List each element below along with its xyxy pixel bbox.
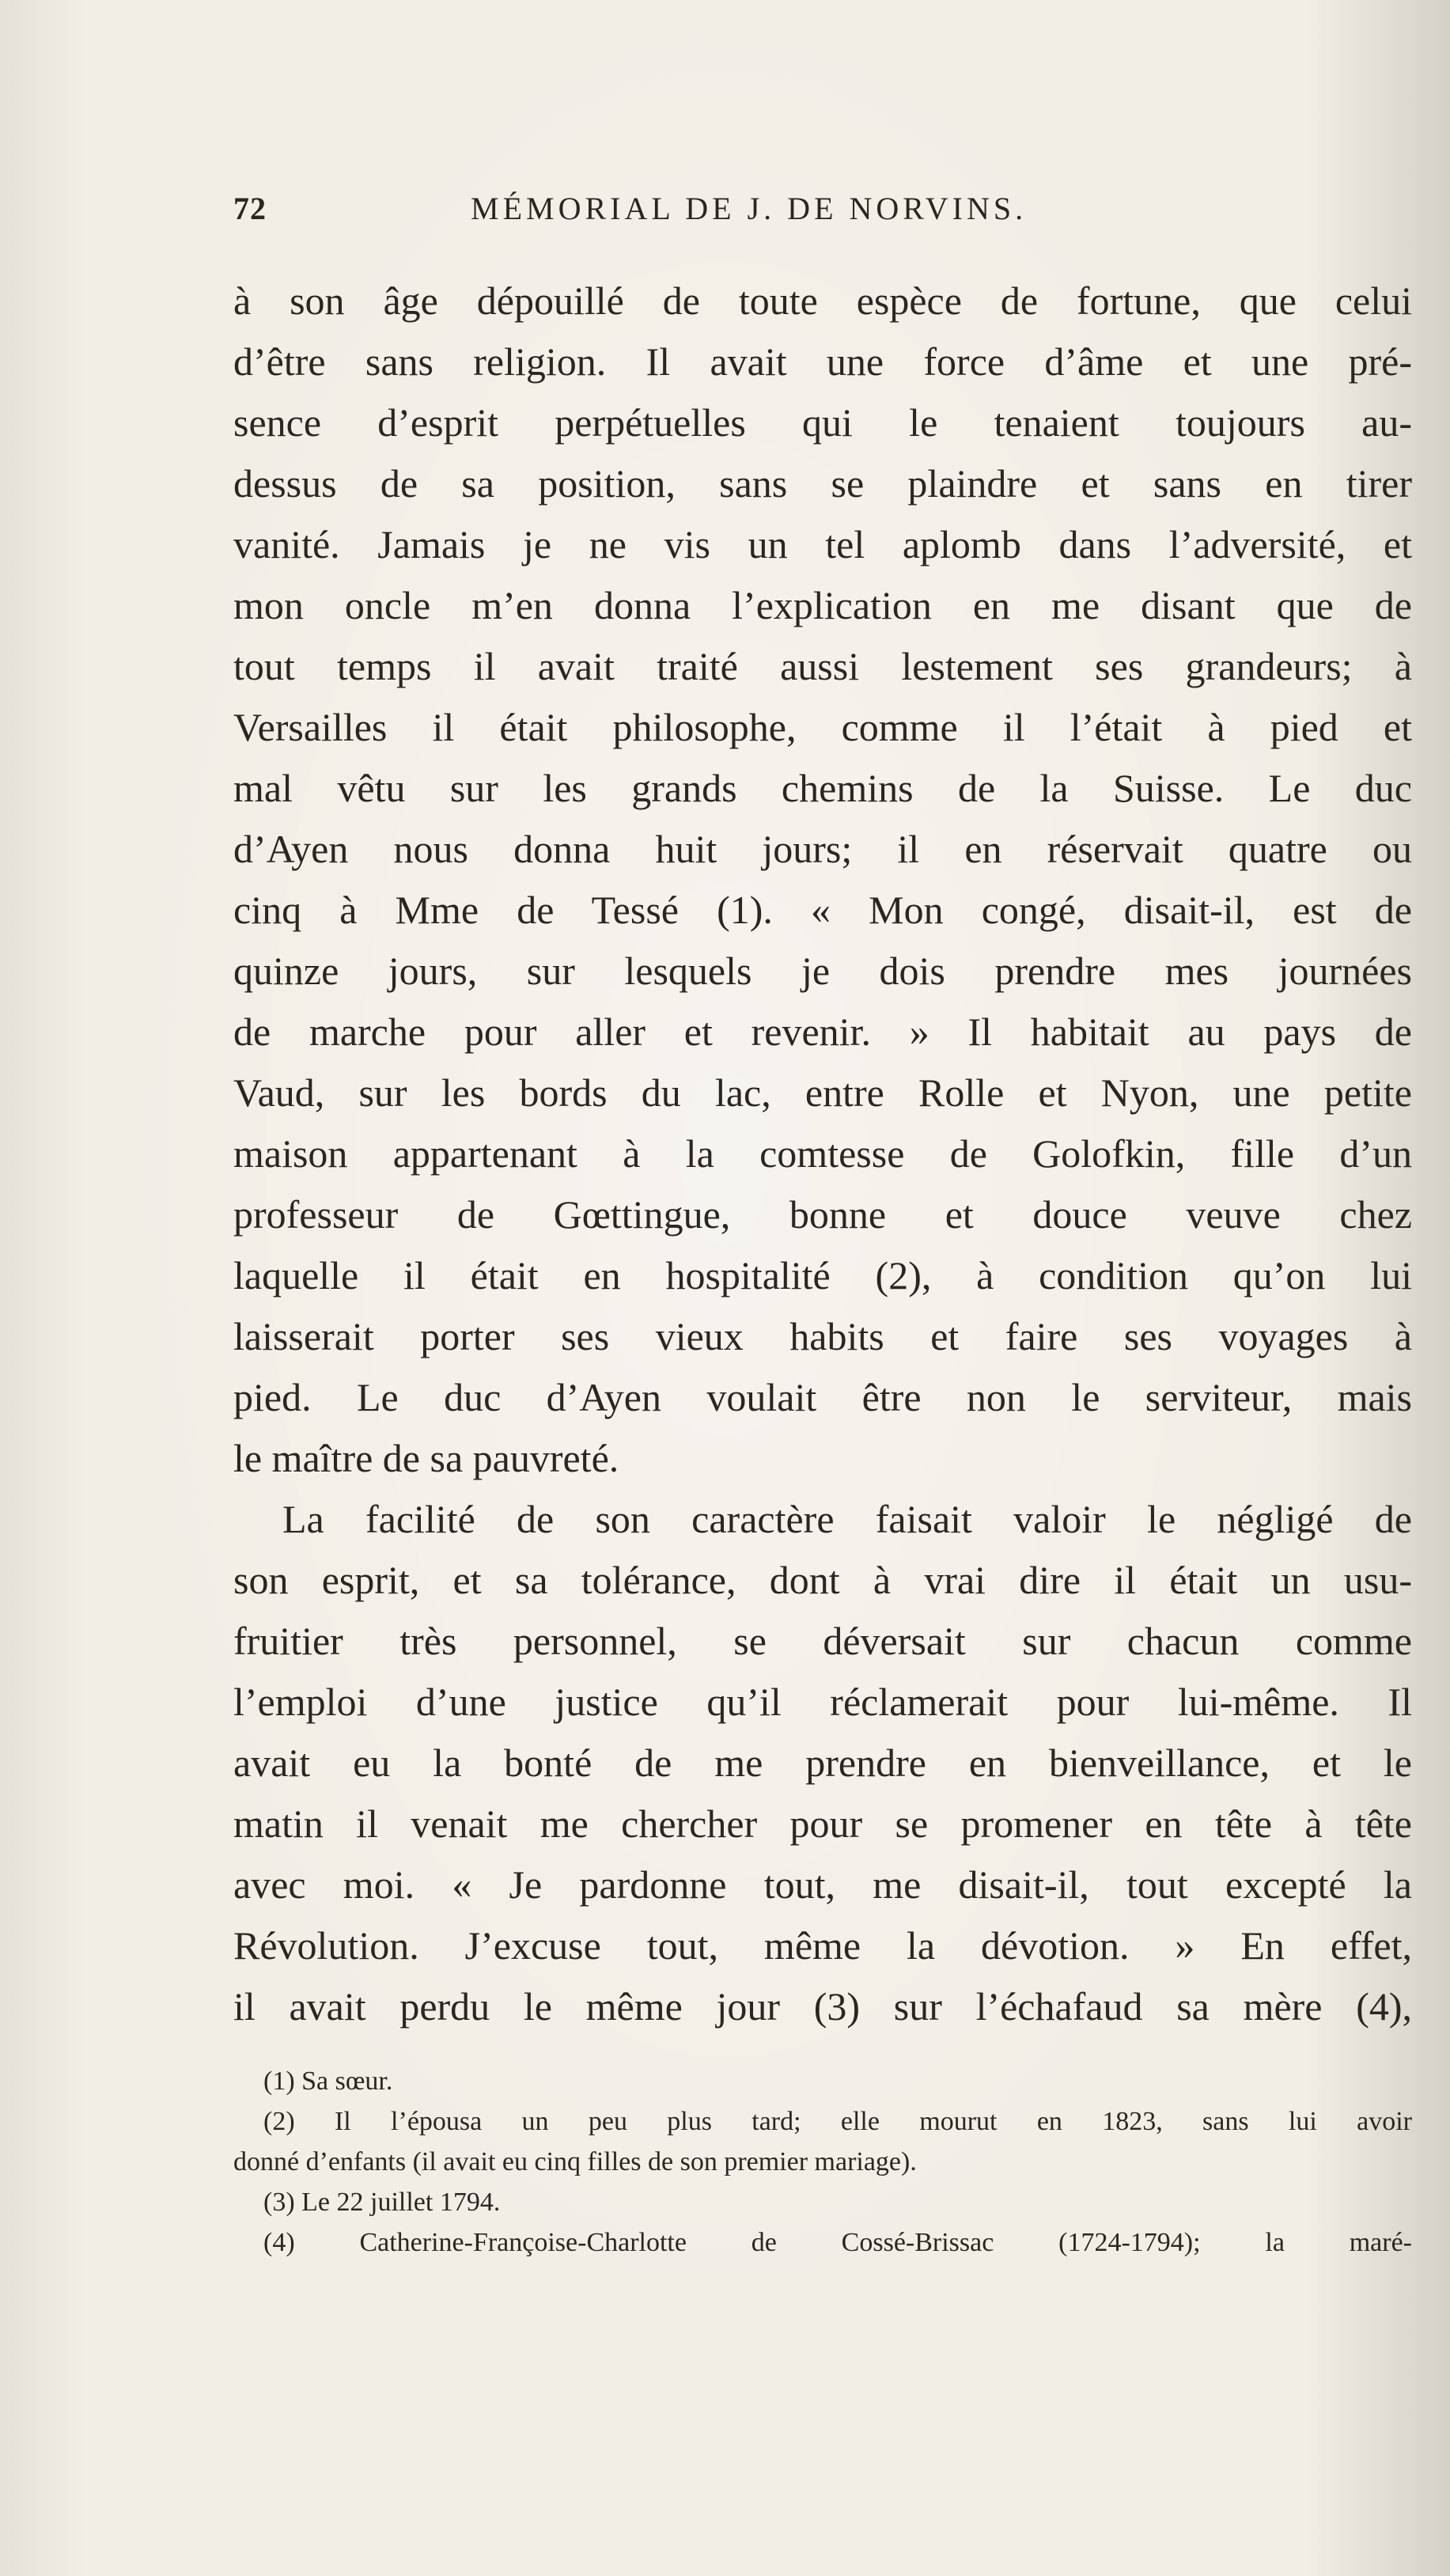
body-line: son esprit, et sa tolérance, dont à vrai dire il était un usu-: [233, 1558, 1412, 1602]
body-line: d’Ayen nous donna huit jours; il en réservait quatre ou: [233, 827, 1412, 871]
body-line: il avait perdu le même jour (3) sur l’échafaud sa mère (4),: [233, 1984, 1412, 2029]
body-line: l’emploi d’une justice qu’il réclamerait pour lui-même. Il: [233, 1680, 1412, 1724]
footnote-3: (3) Le 22 juillet 1794.: [263, 2188, 501, 2217]
footnote-2: (2) Il l’épousa un peu plus tard; elle mourut en 1823, sans lui avoir: [263, 2107, 1412, 2136]
body-line: laquelle il était en hospitalité (2), à condition qu’on lui: [233, 1253, 1412, 1297]
body-line: fruitier très personnel, se déversait sur chacun comme: [233, 1619, 1412, 1663]
body-line: maison appartenant à la comtesse de Golofkin, fille d’un: [233, 1131, 1412, 1176]
body-line: vanité. Jamais je ne vis un tel aplomb dans l’adversité, et: [233, 522, 1412, 566]
footnote-1: (1) Sa sœur.: [263, 2066, 393, 2096]
body-text: [233, 271, 1412, 2037]
footnotes: [233, 2061, 1412, 2263]
running-title: MÉMORIAL DE J. DE NORVINS.: [471, 191, 1028, 226]
body-line: avait eu la bonté de me prendre en bienveillance, et le: [233, 1741, 1412, 1785]
body-line: de marche pour aller et revenir. » Il habitait au pays de: [233, 1010, 1412, 1054]
body-line: sence d’esprit perpétuelles qui le tenaient toujours au-: [233, 400, 1412, 445]
page-number: 72: [233, 191, 267, 226]
footnote-2-continued: donné d’enfants (il avait eu cinq filles de son premier mariage).: [233, 2147, 917, 2176]
body-line: d’être sans religion. Il avait une force d’âme et une pré-: [233, 339, 1412, 384]
body-line: cinq à Mme de Tessé (1). « Mon congé, disait-il, est de: [233, 888, 1412, 932]
body-line-paragraph-start: La facilité de son caractère faisait valoir le négligé de: [282, 1497, 1412, 1541]
body-line-paragraph-end: le maître de sa pauvreté.: [233, 1436, 619, 1480]
page-header: [233, 190, 1412, 237]
footnote-4: (4) Catherine-Françoise-Charlotte de Cossé-Brissac (1724-1794); la maré-: [263, 2228, 1412, 2257]
body-line: Versailles il était philosophe, comme il l’était à pied et: [233, 705, 1412, 749]
book-page: [233, 190, 1412, 2263]
body-line: laisserait porter ses vieux habits et faire ses voyages à: [233, 1314, 1412, 1358]
body-line: tout temps il avait traité aussi lestement ses grandeurs; à: [233, 644, 1412, 688]
body-line: avec moi. « Je pardonne tout, me disait-il, tout excepté la: [233, 1862, 1412, 1907]
body-line: Vaud, sur les bords du lac, entre Rolle et Nyon, une petite: [233, 1070, 1412, 1115]
body-line: quinze jours, sur lesquels je dois prendre mes journées: [233, 949, 1412, 993]
body-line: professeur de Gœttingue, bonne et douce veuve chez: [233, 1192, 1412, 1237]
body-line: mon oncle m’en donna l’explication en me disant que de: [233, 583, 1412, 627]
body-line: à son âge dépouillé de toute espèce de fortune, que celui: [233, 278, 1412, 323]
body-line: mal vêtu sur les grands chemins de la Suisse. Le duc: [233, 766, 1412, 810]
body-line: Révolution. J’excuse tout, même la dévotion. » En effet,: [233, 1923, 1412, 1968]
body-line: matin il venait me chercher pour se promener en tête à tête: [233, 1801, 1412, 1846]
body-line: pied. Le duc d’Ayen voulait être non le serviteur, mais: [233, 1375, 1412, 1419]
body-line: dessus de sa position, sans se plaindre et sans en tirer: [233, 461, 1412, 506]
